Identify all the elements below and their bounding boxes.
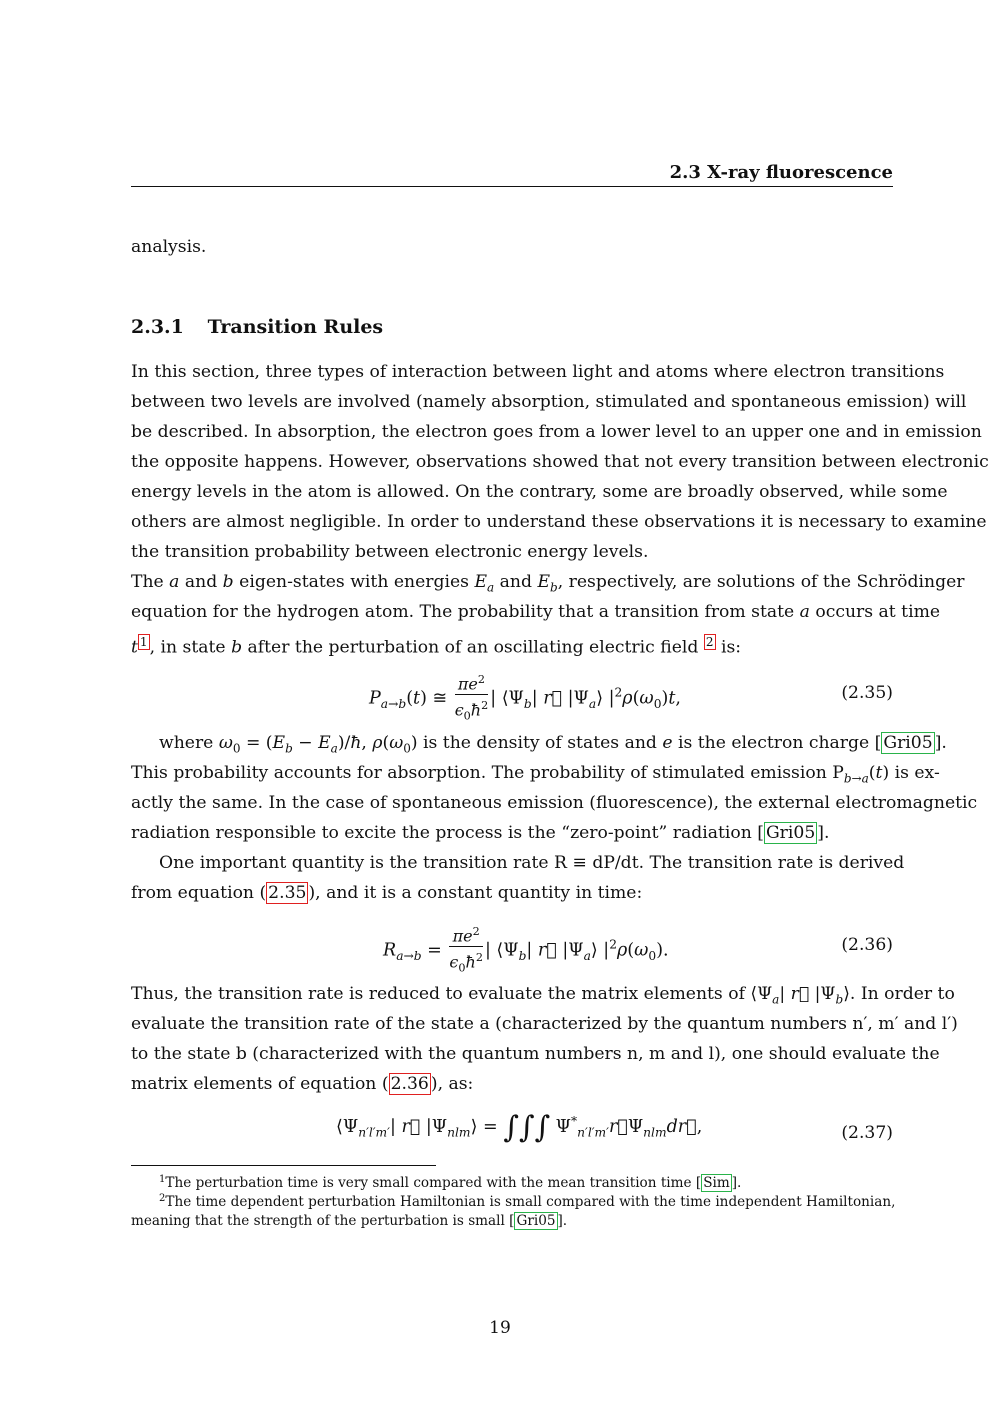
citation-link[interactable]: Gri05 [883,733,933,753]
paragraph-line: radiation responsible to excite the process is the “zero-point” radiation [ Gri05 ]. [131,823,830,843]
footnote-1: $^1$The perturbation time is very small compared with the mean transition time [ Sim ]. [159,1174,742,1191]
paragraph-line: equation for the hydrogen atom. The probability that a transition from state a occurs at time [131,602,941,622]
paragraph-line: where $\omega_0 = (E_b$ − $E_a)/ħ$, $\rho(\omega_0)$ is the density of states and e is the electron charge [ Gri05 ]. [159,733,947,756]
citation-link[interactable]: Gri05 [516,1213,556,1229]
equation-number: (2.35) [841,683,893,703]
section-heading [131,316,383,338]
footnote-rule [131,1165,436,1166]
page-number: 19 [489,1318,511,1338]
equation-body: $⟨\Psi_{n'l'm'}|$ r⃗ $|\Psi_{nlm}⟩$ = ∫∫∫ $\Psi^*_{n'l'm'}r⃗\Psi_{nlm}dr⃗$, [336,1110,703,1145]
paragraph-line: others are almost negligible. In order to understand these observations it is necessary to examine [131,512,987,532]
equation-2-37 [131,1110,893,1156]
section-number: 2.3.1 [131,316,184,338]
footnote-2-continued: meaning that the strength of the perturbation is small [ Gri05 ]. [131,1213,568,1229]
paragraph-line: This probability accounts for absorption. The probability of stimulated emission $P_{b\to a}(t)$ is ex- [131,763,940,786]
paragraph-line: analysis. [131,237,207,257]
paragraph-line: actly the same. In the case of spontaneous emission (fluorescence), the external electromagnetic [131,793,978,813]
paragraph-line: One important quantity is the transition rate R ≡ dP/dt. The transition rate is derived [159,853,905,873]
section-title: Transition Rules [207,316,384,338]
equation-2-35 [131,670,893,723]
paragraph-line: matrix elements of equation ( 2.36 ), as: [131,1074,474,1094]
paragraph-line: the opposite happens. However, observations showed that not every transition between electronic [131,452,989,472]
footnote-2: $^2$The time dependent perturbation Hamiltonian is small compared with the time independent Hamiltonian, [159,1193,896,1210]
paragraph-line: energy levels in the atom is allowed. On the contrary, some are broadly observed, while some [131,482,948,502]
equation-number: (2.37) [841,1123,893,1143]
equation-number: (2.36) [841,935,893,955]
paragraph-line: from equation ( 2.35 ), and it is a constant quantity in time: [131,883,643,903]
equation-2-36 [131,922,893,975]
footnote-ref-1[interactable]: 1 [139,635,148,649]
paragraph-line: The a and b eigen-states with energies $E_a$ and $E_b$, respectively, are solutions of the Schrödinger [131,572,965,595]
paragraph-line: t $^1$ , in state b after the perturbation of an oscillating electric field $^2$ is: [131,635,742,658]
equation-body: $P_{a\to b}(t)$ ≅ $\frac{\pi e^2}{\epsilon_0ħ^2}$ | $⟨\Psi_b|$ r⃗ $|\Psi_a⟩$ $|^2\rho(\omega_0)t$, [369,670,681,728]
citation-link[interactable]: Sim [703,1175,730,1191]
footnote-ref-2[interactable]: 2 [705,635,714,649]
equation-ref-2-35[interactable]: 2.35 [268,883,307,903]
running-head: 2.3 X-ray fluorescence [131,160,893,187]
citation-link[interactable]: Gri05 [765,823,816,843]
paragraph-line: between two levels are involved (namely absorption, stimulated and spontaneous emission) will [131,392,967,412]
paragraph-line: evaluate the transition rate of the state a (characterized by the quantum numbers n′, m′ and l′) [131,1014,958,1034]
paragraph-line: the transition probability between electronic energy levels. [131,542,649,562]
paragraph-line: to the state b (characterized with the quantum numbers n, m and l), one should evaluate the [131,1044,940,1064]
paragraph-line: Thus, the transition rate is reduced to evaluate the matrix elements of $⟨\Psi_a|$ r⃗ $|\Psi_b⟩$. In order to [131,984,955,1007]
paragraph-line: be described. In absorption, the electron goes from a lower level to an upper one and in emission [131,422,982,442]
equation-body: $R_{a\to b}$ = $\frac{\pi e^2}{\epsilon_0ħ^2}$ | $⟨\Psi_b|$ r⃗ $|\Psi_a⟩$ $|^2\rho(\omega_0)$. [383,922,669,980]
equation-ref-2-36[interactable]: 2.36 [390,1074,429,1094]
paragraph-line: In this section, three types of interaction between light and atoms where electron transitions [131,362,945,382]
